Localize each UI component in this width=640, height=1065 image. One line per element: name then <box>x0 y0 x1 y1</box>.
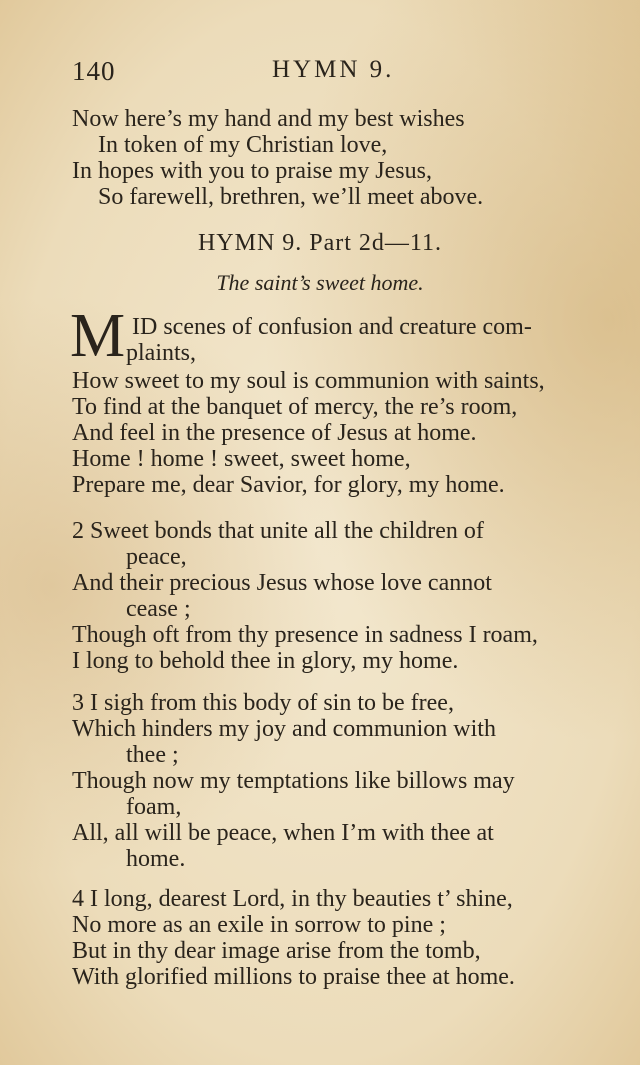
stanza-line: How sweet to my soul is communion with saints, <box>72 368 545 394</box>
stanza-line: 2 Sweet bonds that unite all the children of <box>72 518 484 544</box>
stanza-line: plaints, <box>126 340 196 366</box>
closing-line: So farewell, brethren, we’ll meet above. <box>98 184 484 210</box>
hymn-subtitle: The saint’s sweet home. <box>216 270 424 295</box>
hymn-title: HYMN 9. Part 2d—11. <box>197 230 443 256</box>
stanza-line: 4 I long, dearest Lord, in thy beauties t’ shine, <box>72 886 513 912</box>
stanza-line: And feel in the presence of Jesus at home. <box>72 420 477 446</box>
running-title: HYMN 9. <box>272 56 395 83</box>
stanza-line: ID scenes of confusion and creature com- <box>132 314 532 340</box>
page-number: 140 <box>72 56 116 86</box>
stanza-line: To find at the banquet of mercy, the re’s room, <box>72 394 518 420</box>
stanza-line: peace, <box>126 544 187 570</box>
stanza-line: 3 I sigh from this body of sin to be free, <box>72 690 454 716</box>
closing-line: In token of my Christian love, <box>98 132 388 158</box>
stanza-line: cease ; <box>126 596 191 622</box>
stanza-line: foam, <box>126 794 182 820</box>
stanza-line: Though now my temptations like billows may <box>72 768 515 794</box>
stanza-line: And their precious Jesus whose love cannot <box>72 570 492 596</box>
stanza-line: No more as an exile in sorrow to pine ; <box>72 912 446 938</box>
stanza-line: All, all will be peace, when I’m with thee at <box>72 820 494 846</box>
stanza-line: Home ! home ! sweet, sweet home, <box>72 446 411 472</box>
drop-cap: M <box>70 302 126 370</box>
stanza-line: I long to behold thee in glory, my home. <box>72 648 459 674</box>
closing-line: In hopes with you to praise my Jesus, <box>72 158 432 184</box>
stanza-line: Which hinders my joy and communion with <box>72 716 496 742</box>
stanza-line: thee ; <box>126 742 179 768</box>
closing-line: Now here’s my hand and my best wishes <box>72 106 465 132</box>
stanza-line: home. <box>126 846 186 872</box>
stanza-line: Though oft from thy presence in sadness I roam, <box>72 622 538 648</box>
stanza-line: Prepare me, dear Savior, for glory, my home. <box>72 472 505 498</box>
page-header <box>72 56 552 92</box>
stanza-line: But in thy dear image arise from the tomb, <box>72 938 481 964</box>
stanza-line: With glorified millions to praise thee at home. <box>72 964 515 990</box>
